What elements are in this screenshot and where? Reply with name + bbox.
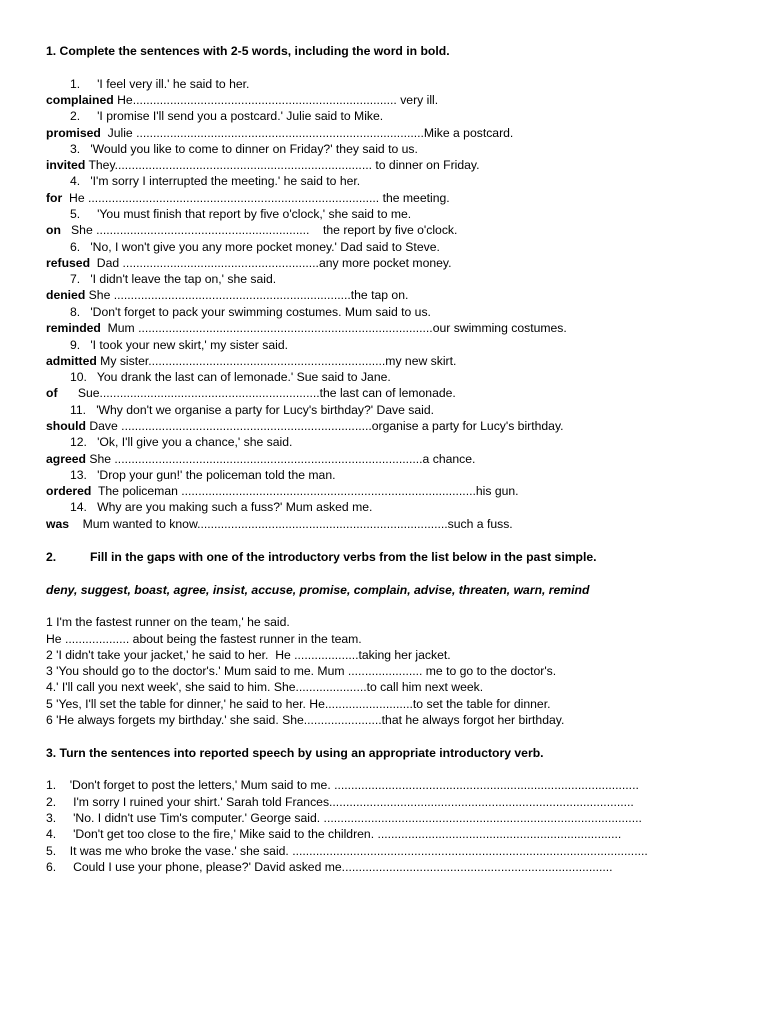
section1-heading: 1. Complete the sentences with 2-5 words, including the word in bold. xyxy=(46,44,450,58)
s3-line-3: 3. 'No. I didn't use Tim's computer.' George said. .............................................................................................. xyxy=(46,811,642,825)
s1-answer-text-6: Dad ..........................................................any more pocket money. xyxy=(90,256,452,270)
s3-line-2: 2. I'm sorry I ruined your shirt.' Sarah told Frances.......................................................................................... xyxy=(46,795,634,809)
s1-answer-text-5: She ............................................................... the report by five o'clock. xyxy=(60,223,458,237)
s3-line-5: 5. It was me who broke the vase.' she said. ......................................................................................................... xyxy=(46,844,648,858)
s1-prompt-10: 10. You drank the last can of lemonade.' Sue said to Jane. xyxy=(70,370,391,384)
s1-lead-5: on xyxy=(46,223,61,237)
section2-verb-list: deny, suggest, boast, agree, insist, accuse, promise, complain, advise, threaten, warn, remind xyxy=(46,583,590,597)
s1-answer-13 xyxy=(46,484,519,499)
s1-lead-3: invited xyxy=(46,158,86,172)
s1-answer-7 xyxy=(46,288,408,303)
s2-line-4: 3 'You should go to the doctor's.' Mum said to me. Mum ...................... me to go to the doctor's. xyxy=(46,664,557,678)
s2-line-3: 2 'I didn't take your jacket,' he said to her. He ...................taking her jacket. xyxy=(46,648,451,662)
s3-line-1: 1. 'Don't forget to post the letters,' Mum said to me. .......................................................................................... xyxy=(46,778,639,792)
s1-answer-text-1: He.............................................................................. very ill. xyxy=(113,93,439,107)
s3-line-4: 4. 'Don't get too close to the fire,' Mike said to the children. ........................................................................ xyxy=(46,827,622,841)
s1-answer-2 xyxy=(46,126,513,141)
s1-lead-9: admitted xyxy=(46,354,97,368)
s1-answer-text-11: Dave ..........................................................................organise a party for Lucy's birthday. xyxy=(85,419,564,433)
s2-line-7: 6 'He always forgets my birthday.' she said. She.......................that he always forgot her birthday. xyxy=(46,713,565,727)
s1-answer-4 xyxy=(46,191,450,206)
s1-prompt-9: 9. 'I took your new skirt,' my sister said. xyxy=(70,338,289,352)
s2-line-5: 4.' I'll call you next week', she said to him. She.....................to call him next week. xyxy=(46,680,484,694)
s1-answer-11 xyxy=(46,419,564,434)
section2-heading: 2. Fill in the gaps with one of the introductory verbs from the list below in the past simple. xyxy=(46,550,597,564)
s1-answer-5 xyxy=(46,223,457,238)
s1-prompt-7: 7. 'I didn't leave the tap on,' she said. xyxy=(70,272,277,286)
s1-prompt-12: 12. 'Ok, I'll give you a chance,' she said. xyxy=(70,435,293,449)
s3-line-6: 6. Could I use your phone, please?' David asked me................................................................................ xyxy=(46,860,613,874)
s1-answer-text-12: She ...........................................................................................a chance. xyxy=(85,452,476,466)
s1-lead-8: reminded xyxy=(46,321,101,335)
s1-answer-text-2: Julie .....................................................................................Mike a postcard. xyxy=(100,126,514,140)
s1-prompt-5: 5. 'You must finish that report by five o'clock,' she said to me. xyxy=(70,207,412,221)
s2-line-6: 5 'Yes, I'll set the table for dinner,' he said to her. He..........................to set the table for dinner. xyxy=(46,697,551,711)
s1-answer-text-3: They............................................................................ to dinner on Friday. xyxy=(85,158,480,172)
s2-line-2: He ................... about being the fastest runner in the team. xyxy=(46,632,362,646)
s1-prompt-2: 2. 'I promise I'll send you a postcard.' Julie said to Mike. xyxy=(70,109,384,123)
s1-prompt-8: 8. 'Don't forget to pack your swimming costumes. Mum said to us. xyxy=(70,305,431,319)
s1-lead-14: was xyxy=(46,517,70,531)
s1-answer-text-7: She ......................................................................the tap on. xyxy=(85,288,409,302)
s1-prompt-13: 13. 'Drop your gun!' the policeman told the man. xyxy=(70,468,336,482)
s1-answer-12 xyxy=(46,452,475,467)
s1-answer-10 xyxy=(46,386,456,401)
s1-answer-text-8: Mum .......................................................................................our swimming costumes. xyxy=(100,321,567,335)
s2-line-1: 1 I'm the fastest runner on the team,' he said. xyxy=(46,615,290,629)
s1-answer-text-13: The policeman .......................................................................................his gun. xyxy=(91,484,519,498)
s1-answer-3 xyxy=(46,158,479,173)
s1-lead-6: refused xyxy=(46,256,91,270)
s1-lead-7: denied xyxy=(46,288,86,302)
s1-lead-13: ordered xyxy=(46,484,92,498)
s1-answer-8 xyxy=(46,321,567,336)
s1-prompt-3: 3. 'Would you like to come to dinner on Friday?' they said to us. xyxy=(70,142,418,156)
s1-lead-4: for xyxy=(46,191,63,205)
s1-answer-6 xyxy=(46,256,451,271)
s1-lead-11: should xyxy=(46,419,86,433)
s1-lead-1: complained xyxy=(46,93,114,107)
s1-lead-10: of xyxy=(46,386,58,400)
s1-answer-text-4: He ...................................................................................... the meeting. xyxy=(62,191,450,205)
s1-prompt-11: 11. 'Why don't we organise a party for Lucy's birthday?' Dave said. xyxy=(70,403,435,417)
s1-prompt-14: 14. Why are you making such a fuss?' Mum asked me. xyxy=(70,500,373,514)
s1-answer-14 xyxy=(46,517,513,532)
s1-answer-1 xyxy=(46,93,438,108)
s1-prompt-1: 1. 'I feel very ill.' he said to her. xyxy=(70,77,250,91)
s1-answer-text-10: Sue.................................................................the last can of lemonade. xyxy=(57,386,456,400)
s1-lead-2: promised xyxy=(46,126,101,140)
s1-prompt-4: 4. 'I'm sorry I interrupted the meeting.' he said to her. xyxy=(70,174,361,188)
s1-answer-text-9: My sister......................................................................my new skirt. xyxy=(96,354,457,368)
s1-lead-12: agreed xyxy=(46,452,86,466)
section3-heading: 3. Turn the sentences into reported speech by using an appropriate introductory verb. xyxy=(46,746,544,760)
s1-prompt-6: 6. 'No, I won't give you any more pocket money.' Dad said to Steve. xyxy=(70,240,440,254)
s1-answer-text-14: Mum wanted to know..........................................................................such a fuss. xyxy=(69,517,513,531)
s1-answer-9 xyxy=(46,354,456,369)
